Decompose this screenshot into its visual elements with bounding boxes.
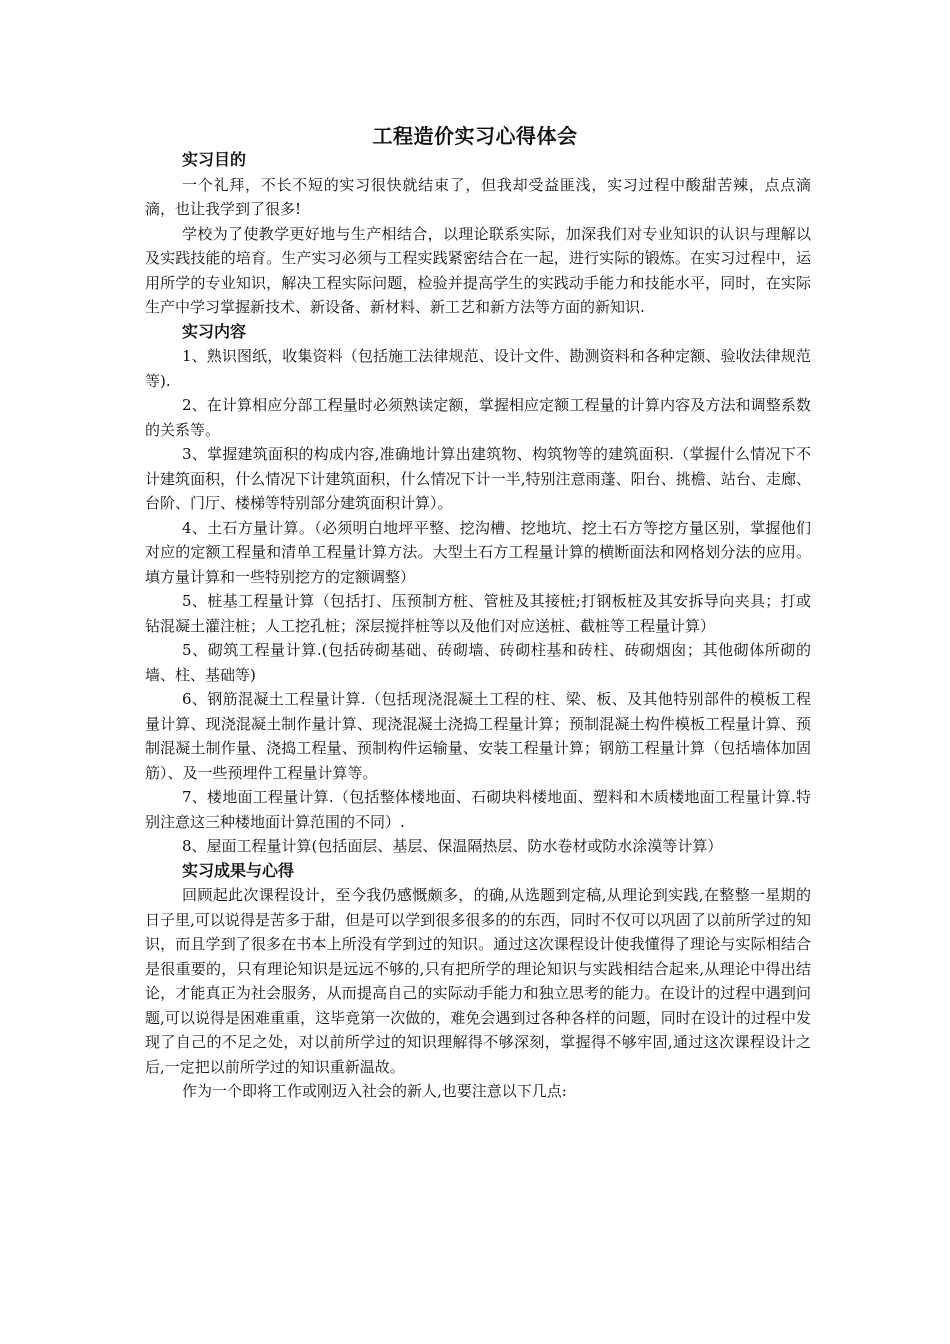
list-paragraph: 5、桩基工程量计算（包括打、压预制方桩、管桩及其接桩;打钢板桩及其安拆导向夹具；打或钻混凝土灌注桩；人工挖孔桩；深层搅拌桩等以及他们对应送桩、截桩等工程量计算） (145, 592, 811, 635)
paragraph: 作为一个即将工作或刚迈入社会的新人,也要注意以下几点: (182, 1082, 567, 1100)
list-paragraph: 8、屋面工程量计算(包括面层、基层、保温隔热层、防水卷材或防水涂漠等计算） (182, 837, 723, 855)
document-body (145, 148, 811, 1104)
list-paragraph: 2、在计算相应分部工程量时必须熟读定额，掌握相应定额工程量的计算内容及方法和调整系数的关系等。 (145, 396, 811, 439)
list-paragraph: 3、掌握建筑面积的构成内容,准确地计算出建筑物、构筑物等的建筑面积.（掌握什么情况下不计建筑面积，什么情况下计建筑面积，什么情况下计一半,特别注意雨蓬、阳台、挑檐、站台、走廊、台阶、门厅、楼梯等特别部分建筑面积计算）。 (145, 445, 811, 512)
paragraph: 一个礼拜，不长不短的实习很快就结束了，但我却受益匪浅，实习过程中酸甜苦辣，点点滴滴，也让我学到了很多! (145, 175, 811, 218)
list-paragraph: 6、钢筋混凝土工程量计算.（包括现浇混凝土工程的柱、梁、板、及其他特别部件的模板工程量计算、现浇混凝土制作量计算、现浇混凝土浇捣工程量计算；预制混凝土构件模板工程量计算、预制混凝土制作量、浇捣工程量、预制构件运输量、安装工程量计算；钢筋工程量计算（包括墙体加固筋）、及一些预埋件工程量计算等。 (145, 690, 811, 782)
document-title: 工程造价实习心得体会 (372, 124, 578, 148)
list-paragraph: 1、熟识图纸，收集资料（包括施工法律规范、设计文件、勘测资料和各种定额、验收法律规范等). (145, 347, 811, 390)
paragraph: 学校为了使教学更好地与生产相结合，以理论联系实际，加深我们对专业知识的认识与理解以及实践技能的培育。生产实习必须与工程实践紧密结合在一起，进行实际的锻炼。在实习过程中，运用所学的专业知识，解决工程实际问题，检验并提高学生的实践动手能力和技能水平，同时，在实际生产中学习掌握新技术、新设备、新材料、新工艺和新方法等方面的新知识. (145, 224, 811, 316)
section-heading-results: 实习成果与心得 (182, 860, 295, 880)
list-paragraph: 7、楼地面工程量计算.（包括整体楼地面、石砌块料楼地面、塑料和木质楼地面工程量计算.特别注意这三种楼地面计算范围的不同）. (145, 788, 811, 831)
paragraph: 回顾起此次课程设计，至今我仍感慨颇多，的确,从选题到定稿,从理论到实践,在整整一星期的日子里,可以说得是苦多于甜，但是可以学到很多很多的的东西，同时不仅可以巩固了以前所学过的知识，而且学到了很多在书本上所没有学到过的知识。通过这次课程设计使我懂得了理论与实际相结合是很重要的，只有理论知识是远远不够的,只有把所学的理论知识与实践相结合起来,从理论中得出结论，才能真正为社会服务，从而提高自己的实际动手能力和独立思考的能力。在设计的过程中遇到问题,可以说得是困难重重，这毕竟第一次做的，难免会遇到过各种各样的问题，同时在设计的过程中发现了自己的不足之处，对以前所学过的知识理解得不够深刻，掌握得不够牢固,通过这次课程设计之后,一定把以前所学过的知识重新温故。 (145, 886, 811, 1076)
list-paragraph: 5、砌筑工程量计算.(包括砖砌基础、砖砌墙、砖砌柱基和砖柱、砖砌烟囱；其他砌体所砌的墙、柱、基础等) (145, 641, 811, 684)
section-heading-content: 实习内容 (182, 321, 247, 341)
list-paragraph: 4、土石方量计算。（必须明白地坪平整、挖沟槽、挖地坑、挖土石方等挖方量区别，掌握他们对应的定额工程量和清单工程量计算方法。大型土石方工程量计算的横断面法和网格划分法的应用。填方量计算和一些特别挖方的定额调整） (145, 518, 811, 586)
section-heading-purpose: 实习目的 (182, 150, 247, 169)
